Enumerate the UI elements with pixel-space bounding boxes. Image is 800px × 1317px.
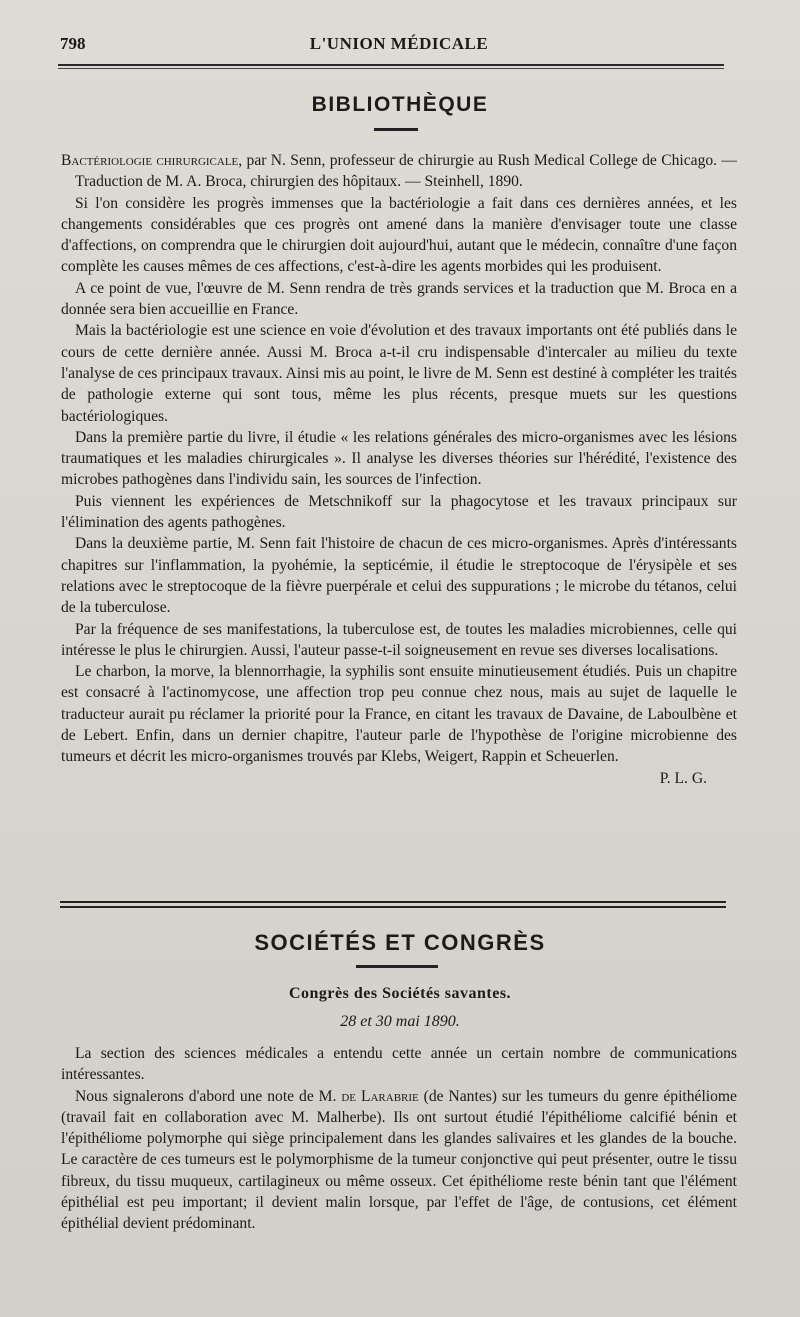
header-rule-thin <box>58 68 724 69</box>
societes-title: SOCIÉTÉS ET CONGRÈS <box>254 930 546 955</box>
page-number: 798 <box>60 34 86 53</box>
congres-date: 28 et 30 mai 1890. <box>340 1013 460 1030</box>
review-paragraph: Mais la bactériologie est une science en voie d'évolution et des travaux importants ont été publiés dans le cours de cette dernière année. Aussi M. Broca a-t-il cru indispensable d'intercaler au milieu du texte l'analyse de ces principaux travaux. Ainsi mis au point, le livre de M. Senn est destiné à compléter les traités de pathologie externe qui sont tous, même les plus récents, presque muets sur les questions bactériologiques. <box>61 322 737 425</box>
review-paragraph: Si l'on considère les progrès immenses que la bactériologie a fait dans ces dernières années, et les changements considérables que ces progrès ont amené dans la manière d'envisager toute une classe d'affections, on comprendra que le chirurgien doit aujourd'hui, autant que le médecin, connaître d'une façon complète les causes mêmes de ces affections, c'est-à-dire les agents morbides qui les produisent. <box>61 194 737 276</box>
societes-paragraph: La section des sciences médicales a entendu cette année un certain nombre de communications intéressantes. <box>61 1045 737 1084</box>
review-paragraph: Puis viennent les expériences de Metschnikoff sur la phagocytose et les travaux principaux sur l'élimination des agents pathogènes. <box>61 492 737 532</box>
societes-body <box>61 1043 737 1235</box>
congres-subtitle: Congrès des Sociétés savantes. <box>288 985 512 1002</box>
societes-paragraph-intro: Nous signalerons d'abord une note de M. <box>75 1087 342 1105</box>
bibliotheque-body <box>61 150 737 789</box>
running-title: L'UNION MÉDICALE <box>309 34 489 53</box>
review-paragraph: Le charbon, la morve, la blennorrhagie, la syphilis sont ensuite minutieusement étudiés. Puis un chapitre est consacré à l'actinomycose, une affection trop peu connue chez nous, mais au sujet de laquelle le traducteur aurait pu réclamer la priorité pour la France, en citant les travaux de Davaine, de Laboulbène et de Lebert. Enfin, dans un dernier chapitre, l'auteur parle de l'hypothèse de l'origine microbienne des tumeurs et décrit les micro-organismes trouvés par Klebs, Weigert, Rappin et Scheuerlen. <box>61 663 737 766</box>
societes-paragraph-rest: (de Nantes) sur les tumeurs du genre épithéliome (travail fait en collaboration avec M. Malherbe). Ils ont surtout étudié l'épithéliome calcifié bénin et l'épithéliome polymorphe qui siège principalement dans les glandes salivaires et les glandes de la bouche. Le caractère de ces tumeurs est le polymorphisme de la tumeur conjonctive qui peut présenter, outre le tissu fibreux, du tissu muqueux, cartilagineux ou même osseux. Cet épithéliome reste bénin tant que l'élément épithélial est peu important; il devient malin lorsque, par l'effet de l'âge, de contusions, cet élément épithélial devient prédominant. <box>61 1087 737 1233</box>
review-signature: P. L. G. <box>659 769 707 787</box>
review-paragraph: Dans la deuxième partie, M. Senn fait l'histoire de chacun de ces micro-organismes. Après d'intéressants chapitres sur l'inflammation, la pyohémie, la septicémie, il étudie le streptocoque de l'érysipèle et ses relations avec le streptocoque de la fièvre puerpérale et celui des suppurations ; le microbe du tétanos, celui de la tuberculose. <box>61 535 737 617</box>
review-paragraph: Dans la première partie du livre, il étudie « les relations générales des micro-organismes avec les lésions traumatiques et les maladies chirurgicales ». Il analyse les diverses théories sur l'hérédité, l'existence des microbes pathogènes dans l'individu sain, les sources de l'infection. <box>61 428 737 489</box>
review-paragraph: A ce point de vue, l'œuvre de M. Senn rendra de très grands services et la traduction que M. Broca en a donnée sera bien accueillie en France. <box>61 279 737 319</box>
section-divider-top <box>60 901 726 903</box>
book-title: Bactériologie chirurgicale <box>61 152 239 169</box>
book-reference-details: , par N. Senn, professeur de chirurgie au Rush Medical College de Chicago. — Traduction de M. A. Broca, chirurgien des hôpitaux. — Steinhell, 1890. <box>75 152 737 191</box>
societes-paragraph <box>61 1086 737 1235</box>
book-reference <box>61 150 737 193</box>
header-rule <box>58 64 724 66</box>
bibliotheque-title: BIBLIOTHÈQUE <box>311 93 489 116</box>
review-paragraph: Par la fréquence de ses manifestations, la tuberculose est, de toutes les maladies microbiennes, celle qui intéresse le plus le chirurgien. Aussi, l'auteur passe-t-il soigneusement en revue ses diverses localisations. <box>61 620 737 659</box>
societes-title-rule <box>356 965 438 968</box>
bibliotheque-title-rule <box>374 128 418 131</box>
page-header <box>60 34 738 58</box>
section-divider-bottom <box>60 906 726 908</box>
author-name: de Larabrie <box>341 1087 419 1105</box>
